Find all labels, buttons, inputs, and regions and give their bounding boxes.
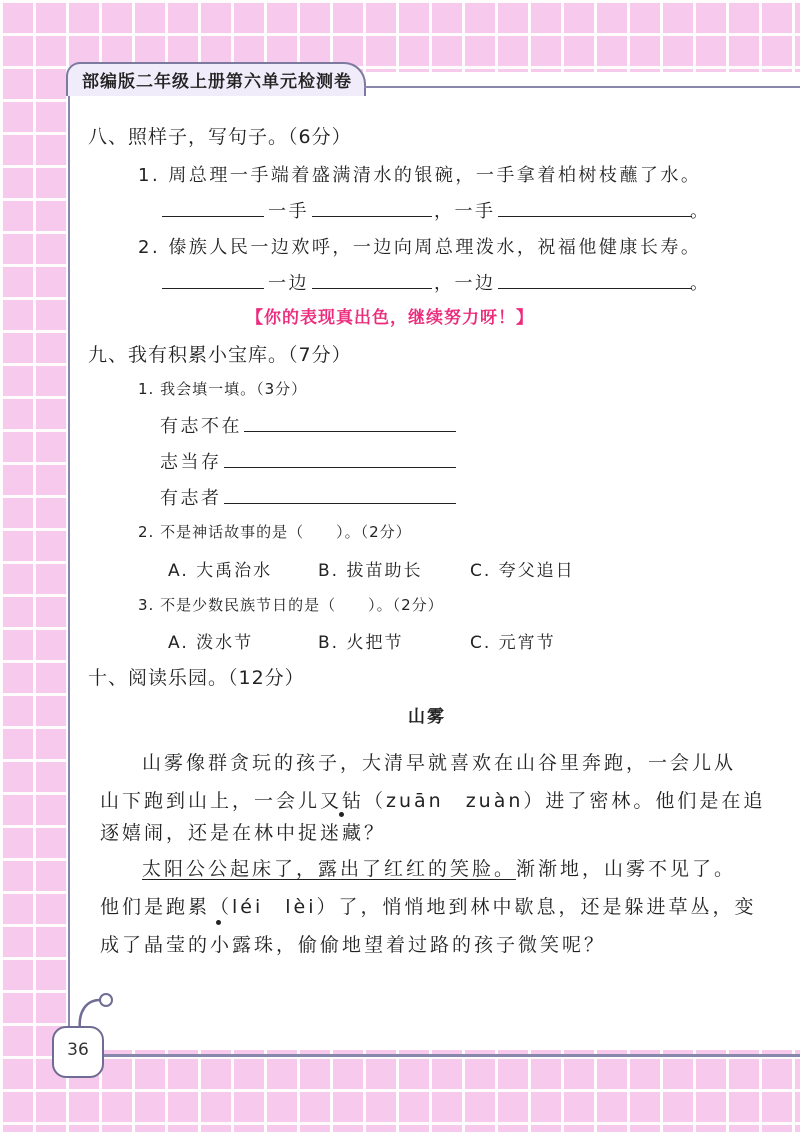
page-number: 36: [67, 1040, 89, 1060]
section9-q2: 2. 不是神话故事的是（ ）。（2分）: [138, 523, 412, 541]
q2-blank-3[interactable]: [498, 288, 692, 289]
q1-fill-label-a: 一手: [268, 201, 309, 222]
q1-fill-end: 。: [690, 201, 711, 222]
q2-fill-label-a: 一边: [268, 273, 309, 294]
passage-p2-line2: 他们是跑累（léi lèi）了，悄悄地到林中歇息，还是躲进草丛，变: [100, 896, 757, 918]
q2-option-a[interactable]: A. 大禹治水: [168, 561, 273, 581]
q3-option-c[interactable]: C. 元宵节: [470, 633, 556, 653]
q2-option-c[interactable]: C. 夸父追日: [470, 561, 575, 581]
idiom-fill-2-label: 志当存: [160, 452, 222, 473]
q2-option-b[interactable]: B. 拔苗助长: [318, 561, 423, 581]
worksheet-title: 部编版二年级上册第六单元检测卷: [82, 72, 352, 92]
q1-blank-2[interactable]: [312, 216, 432, 217]
passage-p2-line1: [142, 854, 736, 881]
section9-q3: 3. 不是少数民族节日的是（ ）。（2分）: [138, 596, 444, 614]
emphasis-dot-zuan: [339, 812, 344, 817]
q2-fill-label-b: ，一边: [434, 273, 496, 294]
q1-blank-3[interactable]: [498, 216, 692, 217]
underlined-sentence: 太阳公公起床了，露出了红红的笑脸。: [142, 858, 517, 880]
passage-p1-line2: 山下跑到山上，一会儿又钻（zuān zuàn）进了密林。他们是在追: [100, 790, 766, 812]
idiom-fill-3-label: 有志者: [160, 488, 222, 509]
section8-heading: 八、照样子，写句子。（6分）: [88, 126, 352, 148]
q1-blank-1[interactable]: [162, 216, 264, 217]
section9-q1: 1. 我会填一填。（3分）: [138, 380, 308, 398]
header-divider: [364, 86, 800, 88]
q3-option-a[interactable]: A. 泼水节: [168, 633, 254, 653]
section9-heading: 九、我有积累小宝库。（7分）: [88, 344, 352, 366]
encouragement-banner: 【你的表现真出色，继续努力呀！】: [246, 308, 534, 328]
passage-p1-line1: 山雾像群贪玩的孩子，大清早就喜欢在山谷里奔跑，一会儿从: [142, 752, 737, 774]
q3-option-b[interactable]: B. 火把节: [318, 633, 404, 653]
section10-heading: 十、阅读乐园。（12分）: [88, 667, 305, 689]
passage-title: 山雾: [408, 707, 446, 727]
passage-p1-line3: 逐嬉闹，还是在林中捉迷藏？: [100, 822, 387, 844]
footer-divider: [98, 1054, 800, 1057]
section8-q1-sentence: 1. 周总理一手端着盛满清水的银碗，一手拿着柏树枝蘸了水。: [138, 165, 702, 186]
idiom-fill-1-label: 有志不在: [160, 416, 242, 437]
q2-fill-end: 。: [690, 273, 711, 294]
emphasis-dot-lei: [216, 920, 221, 925]
passage-p2-line3: 成了晶莹的小露珠，偷偷地望着过路的孩子微笑呢？: [100, 934, 607, 956]
q2-blank-2[interactable]: [312, 288, 432, 289]
q2-blank-1[interactable]: [162, 288, 264, 289]
idiom-fill-1-blank[interactable]: [244, 431, 456, 432]
q1-fill-label-b: ，一手: [434, 201, 496, 222]
idiom-fill-2-blank[interactable]: [224, 467, 456, 468]
passage-p2-line1-rest: 渐渐地，山雾不见了。: [516, 858, 737, 880]
section8-q2-sentence: 2. 傣族人民一边欢呼，一边向周总理泼水，祝福他健康长寿。: [138, 237, 702, 258]
idiom-fill-3-blank[interactable]: [224, 503, 456, 504]
